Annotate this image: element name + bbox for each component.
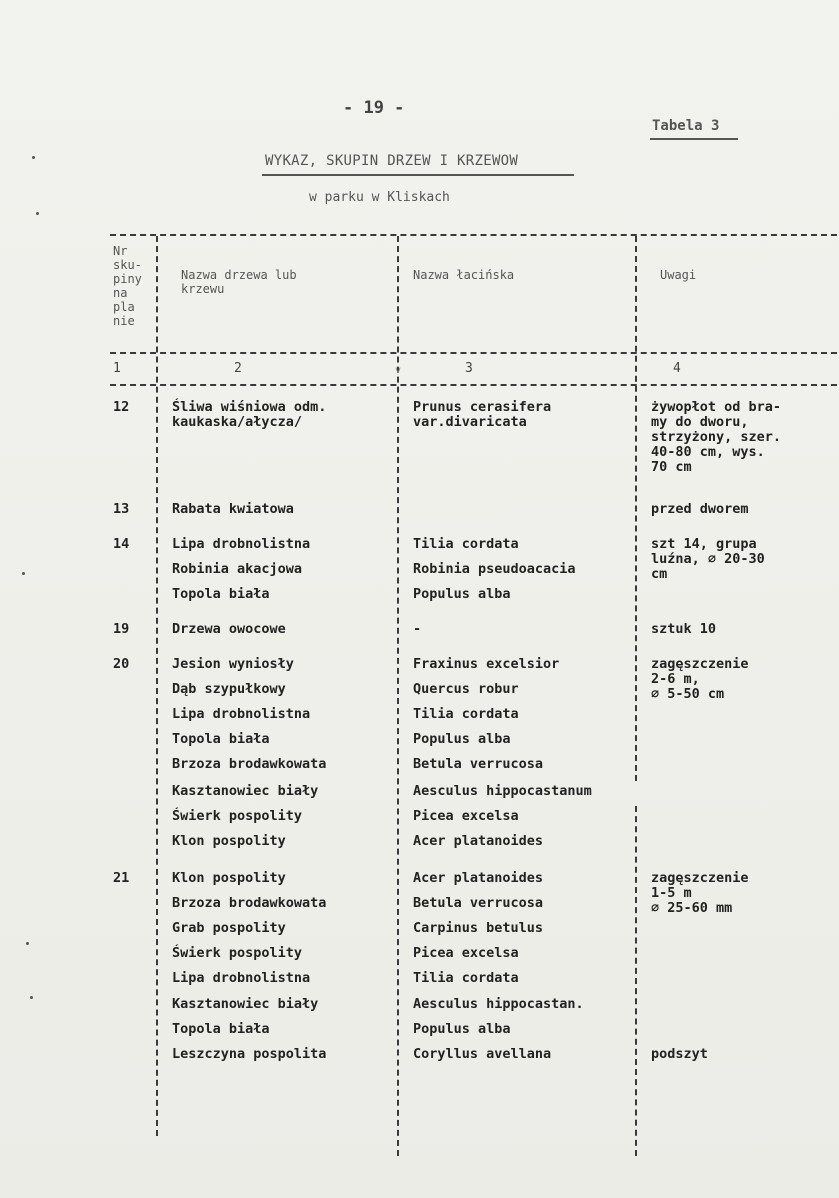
table-top-rule (110, 234, 837, 236)
group-number: 21 (113, 870, 130, 886)
header-col-3: Nazwa łacińska (413, 268, 515, 282)
header-bottom-rule (110, 352, 837, 354)
column-divider-3b (635, 806, 637, 1156)
latin-name: Tilia cordata (413, 536, 519, 552)
tree-name: Robinia akacjowa (172, 561, 303, 577)
notes-cell: zagęszczenie 1-5 m ∅ 25-60 mm (651, 870, 749, 916)
column-number-2: 2 (234, 361, 242, 376)
tree-name: Topola biała (172, 731, 270, 747)
group-number: 20 (113, 656, 130, 672)
latin-name: Coryllus avellana (413, 1046, 552, 1062)
document-title: WYKAZ, SKUPIN DRZEW I KRZEWOW (265, 153, 519, 169)
notes-cell: przed dworem (651, 501, 749, 517)
latin-name: Tilia cordata (413, 970, 519, 986)
notes-cell-understory: podszyt (651, 1046, 708, 1062)
header-col-2: Nazwa drzewa lub krzewu (181, 268, 297, 296)
latin-name: Aesculus hippocastan. (413, 996, 584, 1012)
margin-dot (30, 996, 33, 999)
group-number: 19 (113, 621, 130, 637)
column-number-1: 1 (113, 361, 121, 376)
latin-name: Tilia cordata (413, 706, 519, 722)
tree-name: Lipa drobnolistna (172, 970, 311, 986)
tree-name: Lipa drobnolistna (172, 706, 311, 722)
column-number-4: 4 (673, 361, 681, 376)
tree-name: Jesion wyniosły (172, 656, 294, 672)
latin-name: Carpinus betulus (413, 920, 544, 936)
document-subtitle: w parku w Kliskach (309, 190, 450, 205)
tree-name: Brzoza brodawkowata (172, 895, 327, 911)
tree-name: Topola biała (172, 1021, 270, 1037)
tree-name: Klon pospolity (172, 833, 286, 849)
latin-name: Robinia pseudoacacia (413, 561, 576, 577)
latin-name: Populus alba (413, 586, 511, 602)
tree-name: Rabata kwiatowa (172, 501, 294, 517)
tree-name: Lipa drobnolistna (172, 536, 311, 552)
latin-name: Fraxinus excelsior (413, 656, 560, 672)
pencil-mark: v (395, 365, 402, 376)
tree-name: Topola biała (172, 586, 270, 602)
tree-name: Klon pospolity (172, 870, 286, 886)
latin-name: Picea excelsa (413, 808, 519, 824)
latin-name: Aesculus hippocastanum (413, 783, 592, 799)
latin-name: Quercus robur (413, 681, 519, 697)
table-label: Tabela 3 (652, 118, 720, 134)
tree-name: Dąb szypułkowy (172, 681, 286, 697)
latin-name: Prunus cerasifera var.divaricata (413, 399, 552, 430)
column-divider-1 (156, 236, 158, 1136)
latin-name: Populus alba (413, 731, 511, 747)
column-number-rule (110, 384, 837, 386)
latin-name: Betula verrucosa (413, 895, 544, 911)
notes-cell: szt 14, grupa luźna, ∅ 20-30 cm (651, 536, 765, 582)
tree-name: Świerk pospolity (172, 808, 303, 824)
column-divider-3a (635, 236, 637, 781)
latin-name: Picea excelsa (413, 945, 519, 961)
table-label-underline (650, 138, 738, 140)
latin-name: Betula verrucosa (413, 756, 544, 772)
group-number: 12 (113, 399, 130, 415)
tree-name: Brzoza brodawkowata (172, 756, 327, 772)
group-number: 14 (113, 536, 130, 552)
group-number: 13 (113, 501, 130, 517)
latin-name: Populus alba (413, 1021, 511, 1037)
tree-name: Grab pospolity (172, 920, 286, 936)
header-col-1: Nr sku- piny na pla nie (113, 244, 142, 328)
latin-name: - (413, 621, 422, 637)
notes-cell: zagęszczenie 2-6 m, ∅ 5-50 cm (651, 656, 749, 702)
tree-name: Kasztanowiec biały (172, 996, 319, 1012)
margin-dot (26, 942, 29, 945)
latin-name: Acer platanoides (413, 870, 544, 886)
notes-cell: żywopłot od bra- my do dworu, strzyżony, szer. 40-80 cm, wys. 70 cm (651, 399, 782, 475)
tree-name: Leszczyna pospolita (172, 1046, 327, 1062)
margin-dot (32, 156, 35, 159)
latin-name: Acer platanoides (413, 833, 544, 849)
margin-dot (22, 572, 25, 575)
notes-cell: sztuk 10 (651, 621, 717, 637)
header-col-4: Uwagi (660, 268, 697, 282)
tree-name: Drzewa owocowe (172, 621, 286, 637)
title-underline (262, 174, 574, 176)
tree-name: Śliwa wiśniowa odm. kaukaska/ałycza/ (172, 399, 327, 430)
page-number: - 19 - (343, 98, 405, 118)
margin-dot (36, 212, 39, 215)
tree-name: Świerk pospolity (172, 945, 303, 961)
tree-name: Kasztanowiec biały (172, 783, 319, 799)
column-number-3: 3 (465, 361, 473, 376)
